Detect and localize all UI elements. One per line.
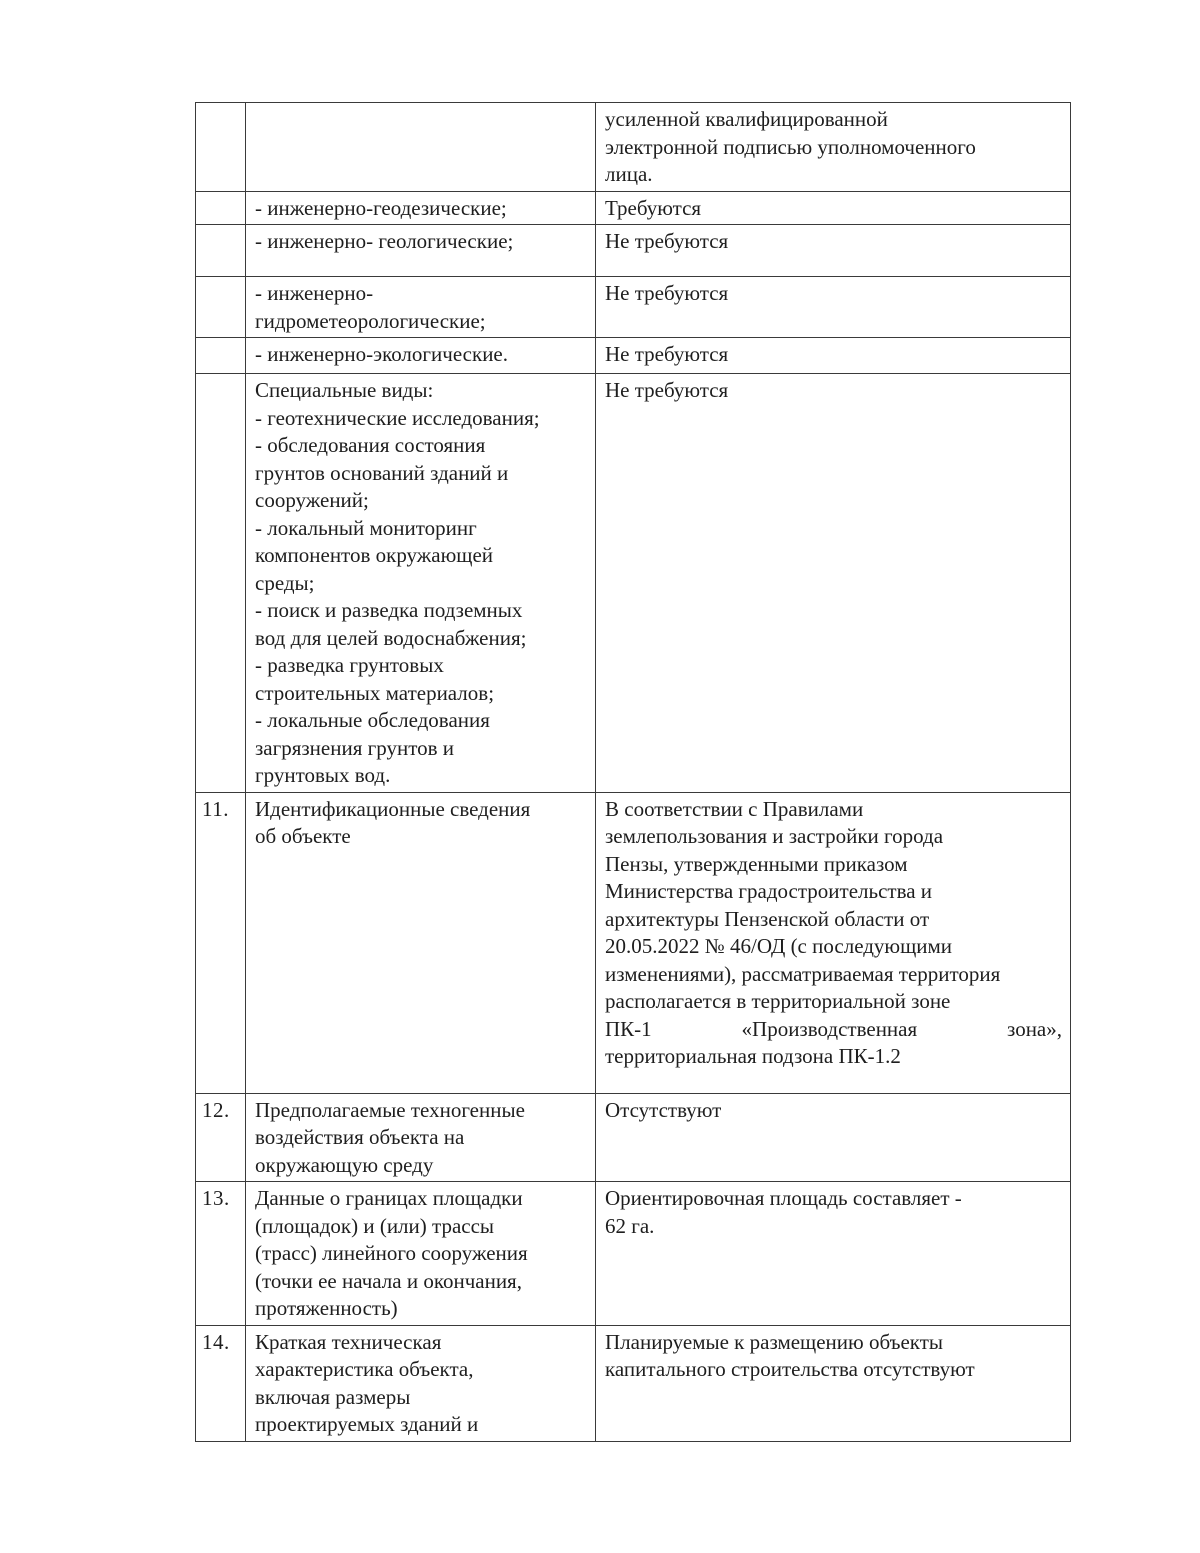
parameter-line: - обследования состояния [255,433,486,457]
value-cell [596,191,1071,225]
table-row [196,1093,1071,1182]
justified-value-line [605,1016,1062,1044]
parameter-cell [246,225,596,277]
row-number [196,225,246,277]
row-number [196,191,246,225]
table-row [196,792,1071,1093]
parameter-cell [246,1182,596,1326]
row-number [196,103,246,192]
table-body [196,103,1071,1442]
row-number: 12. [196,1093,246,1182]
value-line: Отсутствуют [605,1097,722,1122]
parameter-line: грунтов оснований зданий и [255,460,509,485]
value-line: Планируемые к размещению объекты [605,1329,944,1354]
parameter-cell [246,338,596,374]
value-line: Министерства градостроительства и [605,879,933,903]
value-line: лица. [605,162,653,186]
value-line: Не требуются [605,229,729,253]
parameter-line: об объекте [255,824,351,848]
parameter-line: - поиск и разведка подземных [255,598,523,622]
parameter-cell [246,1325,596,1441]
table-row [196,191,1071,225]
value-line: усиленной квалифицированной [605,107,888,131]
value-line: капитального строительства отсутствуют [605,1357,975,1381]
row-number: 11. [196,792,246,1093]
table-row [196,277,1071,338]
parameter-line: (точки ее начала и окончания, [255,1268,522,1293]
value-line: территориальная подзона ПК-1.2 [605,1044,901,1068]
value-cell [596,1182,1071,1326]
value-line: землепользования и застройки города [605,824,944,848]
row-number [196,374,246,793]
parameter-line: - геотехнические исследования; [255,405,540,430]
parameter-line: загрязнения грунтов и [255,735,455,760]
parameter-line: сооружений; [255,488,369,512]
table-row [196,225,1071,277]
value-cell [596,374,1071,793]
parameter-line: Краткая техническая [255,1329,442,1354]
parameter-line: воздействия объекта на [255,1125,465,1149]
value-line: Не требуются [605,378,729,402]
zone-code: ПК-1 [605,1016,652,1041]
parameter-line: вод для целей водоснабжения; [255,625,527,650]
value-cell [596,103,1071,192]
parameter-line: Данные о границах площадки [255,1186,523,1210]
value-line: 62 га. [605,1213,655,1238]
parameter-line: проектируемых зданий и [255,1412,479,1436]
value-line: изменениями), рассматриваемая территория [605,961,1001,986]
row-number [196,338,246,374]
value-line: В соответствии с Правилами [605,796,864,821]
parameter-line: характеристика объекта, [255,1357,474,1381]
parameter-line: - локальный мониторинг [255,515,477,540]
parameter-line: - разведка грунтовых [255,653,444,677]
parameter-line: среды; [255,570,315,595]
table-row [196,374,1071,793]
value-line: Не требуются [605,281,729,305]
parameter-line: - инженерно-геодезические; [255,195,507,220]
table-row [196,103,1071,192]
parameter-line: грунтовых вод. [255,763,391,787]
value-line: Пензы, утвержденными приказом [605,851,908,876]
parameter-cell [246,1093,596,1182]
parameter-line: (площадок) и (или) трассы [255,1213,495,1238]
value-line: Не требуются [605,342,729,366]
parameter-line: включая размеры [255,1384,411,1409]
zone-word: зона», [1007,1016,1062,1041]
value-cell [596,338,1071,374]
parameter-cell [246,103,596,192]
parameter-line: Специальные виды: [255,378,434,402]
table-row [196,1182,1071,1326]
parameter-cell [246,374,596,793]
value-cell [596,1325,1071,1441]
parameter-line: гидрометеорологические; [255,308,486,333]
parameter-line: протяженность) [255,1296,398,1320]
parameter-line: окружающую среду [255,1152,434,1177]
value-cell [596,277,1071,338]
parameter-line: - инженерно-экологические. [255,342,509,366]
value-line: располагается в территориальной зоне [605,989,951,1013]
zone-name: «Производственная [741,1016,918,1041]
row-number: 14. [196,1325,246,1441]
parameter-line: компонентов окружающей [255,543,494,567]
value-line: Требуются [605,195,702,220]
value-line: электронной подписью уполномоченного [605,134,976,159]
row-number: 13. [196,1182,246,1326]
requirements-table [195,102,1071,1442]
parameter-line: Предполагаемые техногенные [255,1097,525,1122]
table-row [196,338,1071,374]
parameter-line: - инженерно- геологические; [255,229,514,253]
row-number [196,277,246,338]
value-line: архитектуры Пензенской области от [605,906,930,931]
table-row [196,1325,1071,1441]
parameter-cell [246,191,596,225]
parameter-line: - инженерно- [255,281,374,305]
parameter-cell [246,277,596,338]
parameter-cell [246,792,596,1093]
value-cell [596,792,1071,1093]
parameter-line: Идентификационные сведения [255,796,531,821]
parameter-line: строительных материалов; [255,680,495,705]
value-line: 20.05.2022 № 46/ОД (с последующими [605,934,953,958]
parameter-line: - локальные обследования [255,708,490,732]
value-line: Ориентировочная площадь составляет - [605,1186,962,1210]
parameter-line: (трасс) линейного сооружения [255,1241,528,1265]
value-cell [596,1093,1071,1182]
value-cell [596,225,1071,277]
